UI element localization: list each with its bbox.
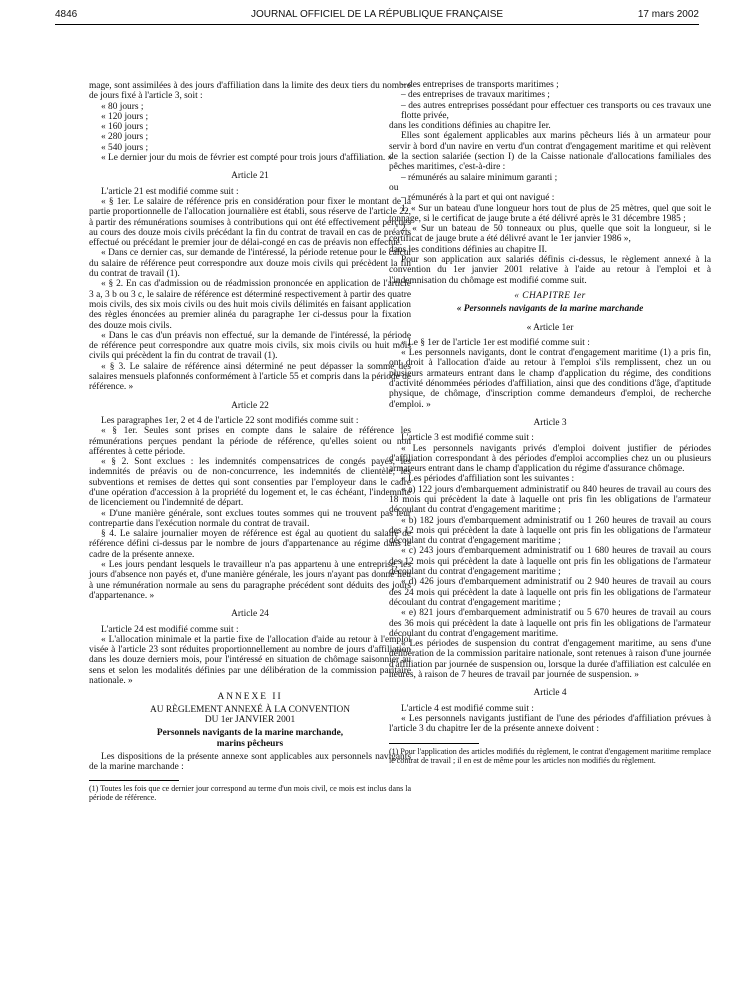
article-heading: Article 3 [533,417,567,428]
paragraph: « Dans le cas d'un préavis non effectué, sur la demande de l'intéressé, la période de référence peut correspondre aux quatre mois civils, six mois civils ou huit mois civils qui précèdent la fin du contrat de travail (1). [89,330,411,362]
chapter-heading: « CHAPITRE Ier [514,290,586,301]
paragraph: « Les jours pendant lesquels le travailleur n'a pas appartenu à une entreprise, les jours d'absence non payés et, d'une manière générale, les jours n'ayant pas donné lieu à une rémunération normale au sens du paragraphe précédent sont déduits des jours d'appartenance. » [89,560,411,601]
paragraph: mage, sont assimilées à des jours d'affiliation dans la limite des deux tiers du nombre de jours fixé à l'article 3, soit : [89,81,411,102]
article-heading: Article 21 [231,171,269,182]
annex-subtitle: AU RÈGLEMENT ANNEXÉ À LA CONVENTION [149,704,351,715]
journal-title: JOURNAL OFFICIEL DE LA RÉPUBLIQUE FRANÇAISE [250,9,504,20]
article-heading: Article 22 [231,400,269,411]
paragraph: L'article 21 est modifié comme suit : [101,186,239,197]
footnote: (1) Pour l'application des articles modifiés du règlement, le contrat d'engagement maritime remplace le contrat de travail ; il en est de même pour les articles non modifiés du règlement. [389,746,711,765]
paragraph: ou [389,182,399,193]
page-number: 4846 [55,9,78,20]
header-rule [55,24,699,25]
list-item: – des entreprises de travaux maritimes ; [401,90,550,101]
list-item: « 120 jours ; [101,111,149,122]
paragraph: § 4. Le salaire journalier moyen de référence est égal au quotient du salaire de référence défini ci-dessus par le nombre de jours d'appartenance au régime dans le cadre de la présente annexe. [89,529,411,560]
paragraph: « Les personnels navigants privés d'emploi doivent justifier de périodes d'affiliation correspondant à des périodes d'emploi accomplies chez un ou plusieurs armateurs entrant dans le champ d'application du régime d'assurance chômage. [389,443,711,475]
paragraph: « D'une manière générale, sont exclues toutes sommes qui ne trouvent pas leur contrepartie dans l'exécution normale du contrat de travail. [89,508,411,529]
issue-date: 17 mars 2002 [637,9,699,20]
paragraph: Les paragraphes 1er, 2 et 4 de l'article 22 sont modifiés comme suit : [101,415,359,426]
list-item: – rémunérés à la part et qui ont navigué : [401,193,555,204]
paragraph: 2. « Sur un bateau de 50 tonneaux ou plus, quelle que soit la longueur, si le certificat de jauge brute a été délivré avant le 1er janvier 1986 », [389,224,711,245]
paragraph: « c) 243 jours d'embarquement administratif ou 1 680 heures de travail au cours des 12 mois qui précèdent la date à laquelle ont pris fin les obligations de l'armateur découlant du contrat d'engagement maritime ; [389,546,711,578]
paragraph: « § 2. Sont exclues : les indemnités compensatrices de congés payés, les indemnités de préavis ou de non-concurrence, les indemnités de clientèle, les subventions et remises de dettes qui sont consenties par l'employeur dans le cadre d'une opération d'accession à la propriété du logement et, le cas échéant, l'indemnité de licenciement ou l'indemnité de départ. [89,457,411,509]
paragraph: « d) 426 jours d'embarquement administratif ou 2 940 heures de travail au cours des 24 mois qui précèdent la date à laquelle ont pris fin les obligations de l'armateur découlant du contrat d'engagement maritime ; [389,577,711,608]
list-item: – des entreprises de transports maritimes ; [401,80,559,90]
annex-heading: marins pêcheurs [216,738,284,749]
list-item: – rémunérés au salaire minimum garanti ; [401,172,558,183]
list-item: « 160 jours ; [101,122,149,133]
paragraph: « Les personnels navigants justifiant de l'une des périodes d'affiliation prévues à l'article 3 du chapitre Ier de la présente annexe doivent : [389,713,711,735]
right-column [389,80,711,765]
footnote-rule [389,743,479,744]
page-header [55,9,699,23]
paragraph: Les dispositions de la présente annexe sont applicables aux personnels navigants de la marine marchande : [89,751,411,773]
paragraph: « Les périodes d'affiliation sont les suivantes : [401,474,575,485]
paragraph: « Dans ce dernier cas, sur demande de l'intéressé, la période retenue pour le calcul du salaire de référence peut correspondre aux douze mois civils qui précèdent la fin du contrat de travail (1). [89,248,411,280]
paragraph: « § 1er. Seules sont prises en compte dans le salaire de référence les rémunérations perçues pendant la période de référence, qu'elles soient ou non afférentes à cette période. [89,426,411,457]
paragraph: « b) 182 jours d'embarquement administratif ou 1 260 heures de travail au cours des 12 mois qui précèdent la date à laquelle ont pris fin les obligations de l'armateur découlant du contrat d'engagement maritime ; [389,515,711,547]
list-item: « 280 jours ; [101,132,149,143]
paragraph: dans les conditions définies au chapitre II. [389,244,548,255]
paragraph: Elles sont également applicables aux marins pêcheurs liés à un armateur pour servir à bord d'un navire en vertu d'un contrat d'engagement maritime et qui relèvent de la section salariée (section I) de la Caisse nationale d'allocations familiales des pêches maritimes, c'est-à-dire : [389,131,711,173]
article-heading: « Article 1er [526,322,574,333]
chapter-title: « Personnels navigants de la marine marchande [456,304,644,315]
paragraph: « Les périodes de suspension du contrat d'engagement maritime, au sens d'une délibération de la commission paritaire nationale, sont retenues à raison d'une journée d'affiliation par journée de suspension ou, lorsque la durée d'affiliation est calculée en heures, à raison de 7 heures de travail par journée de suspension. » [389,639,711,681]
list-item: « 540 jours ; [101,142,149,153]
paragraph: L'article 24 est modifié comme suit : [101,624,239,635]
paragraph: « a) 122 jours d'embarquement administratif ou 840 heures de travail au cours des 18 mois qui précèdent la date à laquelle ont pris fin les obligations de l'armateur découlant du contrat d'engagement maritime ; [389,484,711,516]
paragraph: dans les conditions définies au chapitre Ier. [389,121,551,132]
paragraph: Pour son application aux salariés définis ci-dessus, le règlement annexé à la convention du 1er janvier 2001 relative à l'aide au retour à l'emploi et à l'indemnisation du chômage est modifié comme suit. [389,255,711,286]
left-column [89,81,411,802]
annex-subtitle: DU 1er JANVIER 2001 [204,714,296,725]
footnote-rule [89,780,179,781]
annex-heading: Personnels navigants de la marine marchande, [156,728,344,739]
article-heading: Article 4 [533,688,567,699]
paragraph: « § 1er. Le salaire de référence pris en considération pour fixer le montant de la partie proportionnelle de l'allocation journalière est établi, sous réserve de l'article 22, à partir des rémunérations soumises à contributions qui ont été effectivement perçues au cours des douze mois civils précédant la fin du contrat de travail en cas de préavis effectué ou précédant le premier jour de délai-congé en cas de préavis non effectué. [89,196,411,249]
paragraph: « Les personnels navigants, dont le contrat d'engagement maritime (1) a pris fin, ont droit à l'allocation d'aide au retour à l'emploi s'ils remplissent, chez un ou plusieurs armateurs entrant dans le champ d'application du régime, des conditions d'activité dénommées périodes d'affiliation, ainsi que des conditions d'âge, d'aptitude physique, de chômage, d'inscription comme demandeurs d'emploi, de recherche d'emploi. » [389,348,711,410]
list-item: « 80 jours ; [101,101,144,112]
paragraph: « L'allocation minimale et la partie fixe de l'allocation d'aide au retour à l'emploi visée à l'article 23 sont réduites proportionnellement au nombre de jours d'affiliation dans les douze derniers mois, pour l'intéressé en situation de chômage saisonnier au sens et selon les modalités définies par une délibération de la commission paritaire nationale. » [89,634,411,687]
paragraph: « Le § 1er de l'article 1er est modifié comme suit : [401,337,590,348]
paragraph: « § 2. En cas d'admission ou de réadmission prononcée en application de l'article 3 a, 3 b ou 3 c, le salaire de référence est déterminé respectivement à partir des quatre mois civils, des six mois civils ou des huit mois civils délimités en faisant application des règles énoncées au premier alinéa du paragraphe 1er ci-dessus pour la fixation des douze mois civils. [89,279,411,331]
annex-title: ANNEXE II [217,692,283,703]
paragraph: « Le dernier jour du mois de février est compté pour trois jours d'affiliation. » [101,153,393,164]
paragraph: « § 3. Le salaire de référence ainsi déterminé ne peut dépasser la somme des salaires mensuels plafonnés conformément à l'article 55 et compris dans la période de référence. » [89,361,411,393]
paragraph: L'article 3 est modifié comme suit : [401,433,534,444]
paragraph: « e) 821 jours d'embarquement administratif ou 5 670 heures de travail au cours des 36 mois qui précèdent la date à laquelle ont pris fin les obligations de l'armateur découlant du contrat d'engagement maritime. [389,608,711,639]
paragraph: 1. « Sur un bateau d'une longueur hors tout de plus de 25 mètres, quel que soit le tonnage, si le certificat de jauge brute a été délivré après le 31 décembre 1985 ; [389,203,711,224]
footnote: (1) Toutes les fois que ce dernier jour correspond au terme d'un mois civil, ce mois est inclus dans la période de référence. [89,784,411,803]
list-item: – des autres entreprises possédant pour effectuer ces transports ou ces travaux une flotte privée, [401,100,711,121]
article-heading: Article 24 [231,609,269,620]
paragraph: L'article 4 est modifié comme suit : [401,703,534,714]
